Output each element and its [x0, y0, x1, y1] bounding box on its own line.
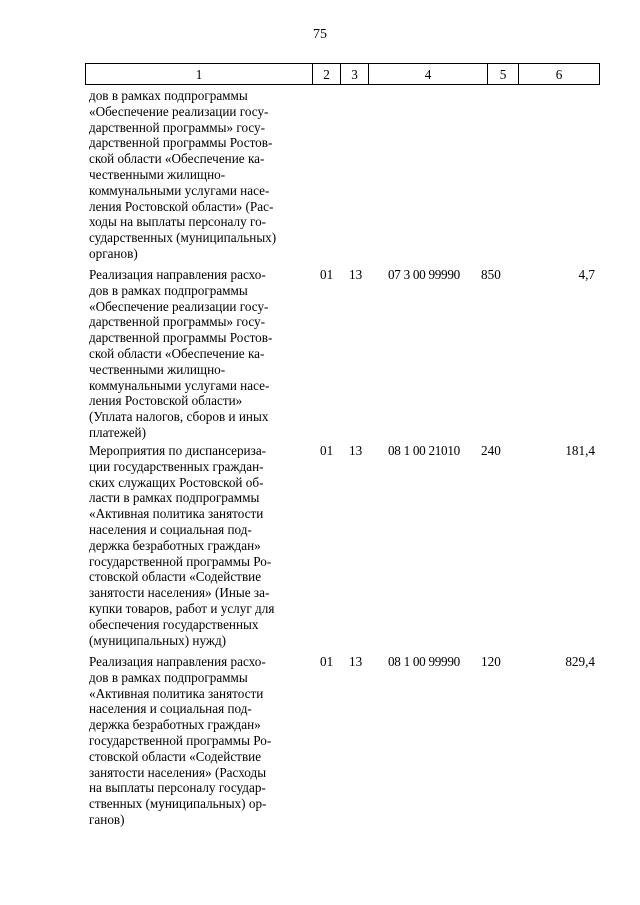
target-article-code: 07 3 00 99990: [388, 267, 460, 282]
column-header-3: 3: [340, 64, 368, 84]
row-description: Мероприятия по диспансериза- ции государственных граждан- ских служащих Ростовской об- ласти в рамках подпрограммы «Активная политика занятости населения и социальная под- держка безработных граждан» государственной программы Ро- стовской области «Содействие занятости населения» (Иные за- купки товаров, работ и услуг для обеспечения государственных (муниципальных) нужд): [89, 443, 275, 648]
amount: 4,7: [578, 267, 595, 282]
expense-type-code: 850: [481, 267, 501, 282]
target-article-code: 08 1 00 21010: [388, 443, 460, 458]
subsection-code: 13: [349, 654, 363, 669]
page-number: 75: [313, 27, 327, 42]
row-description: Реализация направления расхо- дов в рамках подпрограммы «Обеспечение реализации госу- дарственной программы» госу- дарственной программы Ростов- ской области «Обеспечение ка- чественными жилищно- коммунальными услугами насе- ления Ростовской области» (Уплата налогов, сборов и иных платежей): [89, 267, 273, 440]
table-row: [85, 267, 600, 443]
target-article-code: 08 1 00 99990: [388, 654, 460, 669]
section-code: 01: [320, 443, 334, 458]
table-row: [85, 443, 600, 654]
table-row: [85, 88, 600, 267]
table-row: [85, 654, 600, 830]
amount: 181,4: [565, 443, 595, 458]
section-code: 01: [320, 267, 334, 282]
table-body: [85, 88, 600, 830]
row-description: дов в рамках подпрограммы «Обеспечение реализации госу- дарственной программы» госу- дарственной программы Ростов- ской области «Обеспечение ка- чественными жилищно- коммунальными услугами насе- ления Ростовской области» (Рас- ходы на выплаты персоналу го- сударственных (муниципальных) органов): [89, 88, 277, 261]
column-header-4: 4: [368, 64, 487, 84]
expense-type-code: 120: [481, 654, 501, 669]
expense-type-code: 240: [481, 443, 501, 458]
subsection-code: 13: [349, 267, 363, 282]
column-header-5: 5: [487, 64, 518, 84]
column-header-6: 6: [518, 64, 600, 84]
section-code: 01: [320, 654, 334, 669]
subsection-code: 13: [349, 443, 363, 458]
column-header-1: 1: [85, 64, 312, 84]
table-header: [85, 63, 600, 85]
row-description: Реализация направления расхо- дов в рамках подпрограммы «Активная политика занятости населения и социальная под- держка безработных граждан» государственной программы Ро- стовской области «Содействие занятости населения» (Расходы на выплаты персоналу государ- ственных (муниципальных) ор- ганов): [89, 654, 272, 827]
column-header-2: 2: [312, 64, 340, 84]
amount: 829,4: [565, 654, 595, 669]
